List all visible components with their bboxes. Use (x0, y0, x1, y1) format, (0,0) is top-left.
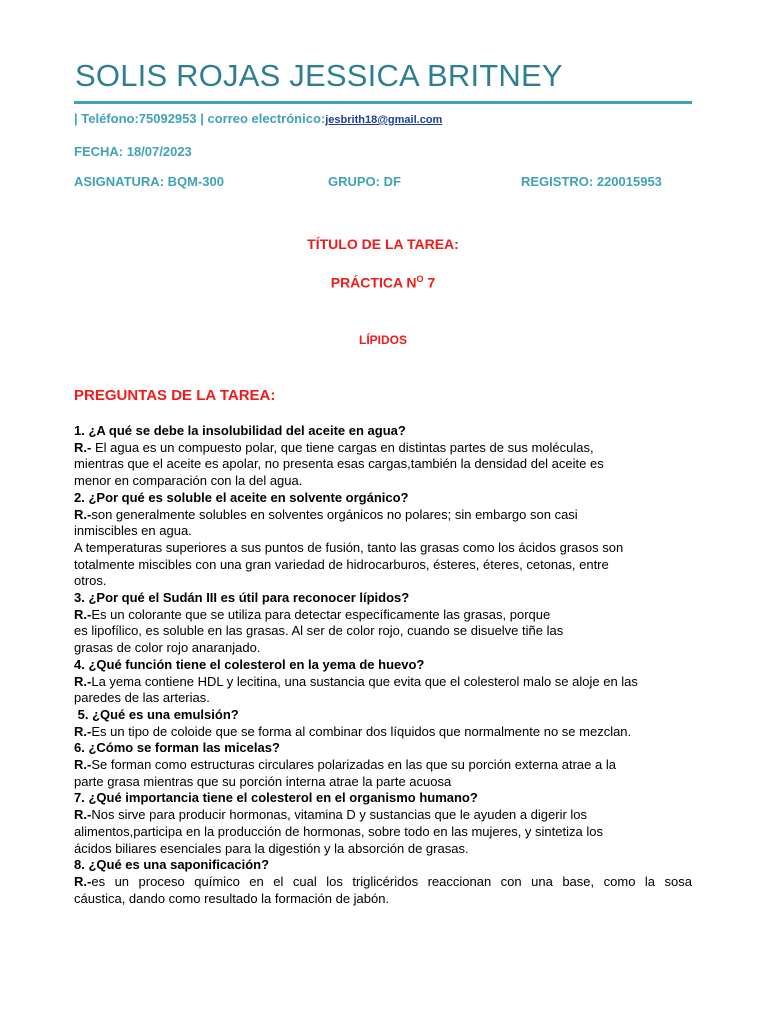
answer-line: El agua es un compuesto polar, que tiene cargas en distintas partes de sus moléculas, (91, 439, 594, 455)
answer-line: inmiscibles en agua. (74, 523, 192, 539)
answer-1 (74, 440, 692, 457)
answer-line: totalmente miscibles con una gran variedad de hidrocarburos, ésteres, éteres, cetonas, entre (74, 556, 609, 572)
question-2: 2. ¿Por qué es soluble el aceite en solvente orgánico? (74, 489, 409, 505)
header-divider (74, 101, 692, 104)
answer-5 (74, 724, 692, 741)
answer-line: Es un colorante que se utiliza para detectar específicamente las grasas, porque (91, 606, 551, 622)
answer-line: Se forman como estructuras circulares polarizadas en las que su porción externa atrae a la (91, 757, 616, 773)
answer-label: R.- (74, 506, 92, 522)
answer-line: cáustica, dando como resultado la formación de jabón. (74, 890, 390, 906)
practice-num: 7 (423, 274, 436, 291)
answer-label: R.- (74, 723, 92, 739)
answer-line: paredes de las arterias. (74, 690, 210, 706)
answer-6 (74, 757, 692, 774)
question-5: 5. ¿Qué es una emulsión? (74, 706, 239, 722)
task-title-label: TÍTULO DE LA TAREA: (307, 236, 459, 252)
question-8: 8. ¿Qué es una saponificación? (74, 857, 270, 873)
answer-label: R.- (74, 873, 92, 889)
answer-4 (74, 674, 692, 691)
answer-line: mientras que el aceite es apolar, no presenta esas cargas,también la densidad del aceite es (74, 456, 604, 472)
email-link[interactable]: jesbrith18@gmail.com (325, 114, 443, 126)
answer-label: R.- (74, 807, 92, 823)
contact-line (74, 111, 442, 126)
practice-superscript: O (416, 274, 424, 284)
group-field: GRUPO: DF (328, 174, 401, 189)
topic-title: LÍPIDOS (358, 333, 407, 347)
practice-prefix: PRÁCTICA N (330, 274, 417, 291)
answer-line: es un proceso químico en el cual los triglicéridos reaccionan con una base, como la sosa (91, 873, 692, 889)
question-7: 7. ¿Qué importancia tiene el colesterol en el organismo humano? (74, 790, 478, 806)
answer-7 (74, 807, 692, 824)
answer-label: R.- (74, 673, 92, 689)
answer-line: A temperaturas superiores a sus puntos de fusión, tanto las grasas como los ácidos grasos son (74, 539, 624, 555)
date-field: FECHA: 18/07/2023 (74, 144, 192, 159)
questions-heading: PREGUNTAS DE LA TAREA: (74, 387, 276, 404)
practice-number (74, 274, 692, 291)
answer-line: es lipofílico, es soluble en las grasas. Al ser de color rojo, cuando se disuelve tiñe las (74, 623, 564, 639)
subject-field: ASIGNATURA: BQM-300 (74, 174, 224, 189)
answer-line: ácidos biliares esenciales para la digestión y la absorción de grasas. (74, 840, 469, 856)
answer-line: otros. (74, 573, 107, 589)
answer-line: La yema contiene HDL y lecitina, una sustancia que evita que el colesterol malo se aloje en las (91, 673, 638, 689)
qa-list (74, 423, 692, 907)
question-4: 4. ¿Qué función tiene el colesterol en la yema de huevo? (74, 656, 425, 672)
contact-prefix: | Teléfono:75092953 | correo electrónico: (74, 111, 326, 126)
answer-line: Nos sirve para producir hormonas, vitamina D y sustancias que le ayuden a digerir los (91, 807, 588, 823)
answer-line: son generalmente solubles en solventes orgánicos no polares; sin embargo son casi (91, 506, 578, 522)
answer-line: Es un tipo de coloide que se forma al combinar dos líquidos que normalmente no se mezclan. (91, 723, 632, 739)
answer-label: R.- (74, 439, 92, 455)
answer-line: grasas de color rojo anaranjado. (74, 640, 261, 656)
answer-3 (74, 607, 692, 624)
author-name: SOLIS ROJAS JESSICA BRITNEY (75, 58, 563, 93)
answer-line: menor en comparación con la del agua. (74, 473, 303, 489)
answer-label: R.- (74, 606, 92, 622)
registration-field: REGISTRO: 220015953 (521, 174, 662, 189)
answer-2 (74, 507, 692, 524)
answer-line: alimentos,participa en la producción de hormonas, sobre todo en las mujeres, y sintetiza los (74, 823, 603, 839)
question-3: 3. ¿Por qué el Sudán III es útil para reconocer lípidos? (74, 590, 410, 606)
question-1: 1. ¿A qué se debe la insolubilidad del aceite en agua? (74, 423, 406, 438)
answer-8 (74, 874, 692, 891)
answer-label: R.- (74, 757, 92, 773)
question-6: 6. ¿Cómo se forman las micelas? (74, 740, 280, 756)
answer-line: parte grasa mientras que su porción interna atrae la parte acuosa (74, 773, 452, 789)
